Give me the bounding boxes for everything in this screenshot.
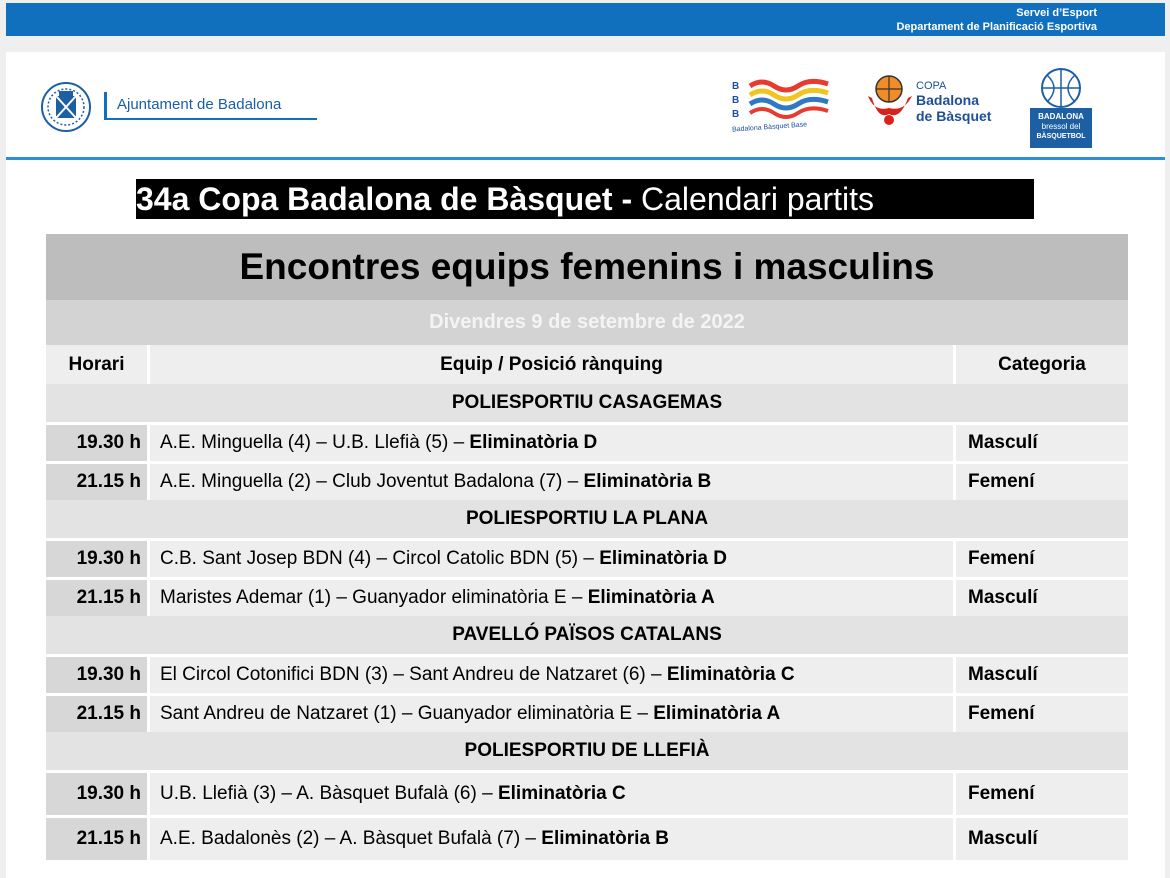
header-divider (6, 157, 1165, 160)
bressol-line2: bressol del (1041, 122, 1081, 131)
match-round: Eliminatòria C (666, 664, 795, 685)
bbb-waves-icon (748, 78, 830, 122)
bbb-letter: B (732, 81, 740, 92)
match-teams-cell (149, 695, 955, 733)
match-category: Femení (955, 695, 1129, 733)
match-category: Masculí (955, 579, 1129, 617)
copa-line1: COPA (916, 80, 947, 92)
table-row (46, 772, 1128, 817)
match-teams-cell (149, 579, 955, 617)
basketball-outline-icon (1033, 66, 1089, 108)
bbb-logo (728, 74, 838, 136)
match-teams-cell (149, 540, 955, 579)
match-category: Femení (955, 772, 1129, 817)
match-round: Eliminatòria D (469, 432, 598, 453)
match-teams-cell (149, 772, 955, 817)
copa-badalona-logo (864, 74, 1004, 136)
header-service: Servei d’Esport (1016, 7, 1097, 19)
match-teams: C.B. Sant Josep BDN (4) – Circol Catolic BDN (5) – (160, 548, 600, 569)
match-time: 21.15 h (46, 579, 149, 617)
bressol-box (1030, 108, 1092, 148)
table-row (46, 695, 1128, 733)
title-regular: Calendari partits (641, 181, 875, 217)
match-time: 21.15 h (46, 817, 149, 861)
table-row (46, 656, 1128, 695)
match-teams: El Circol Cotonifici BDN (3) – Sant Andreu de Natzaret (6) – (160, 664, 667, 685)
match-teams-cell (149, 463, 955, 501)
copa-line3: de Bàsquet (916, 108, 992, 124)
match-category: Masculí (955, 424, 1129, 463)
column-header-teams: Equip / Posició rànquing (149, 345, 955, 384)
schedule-table (46, 234, 1128, 860)
bbb-letter: B (732, 109, 740, 120)
match-teams-cell (149, 656, 955, 695)
header-department: Departament de Planificació Esportiva (896, 21, 1097, 33)
match-teams: Sant Andreu de Natzaret (1) – Guanyador eliminatòria E – (160, 703, 654, 724)
basketball-player-icon (864, 74, 916, 130)
match-round: Eliminatòria B (541, 828, 670, 849)
table-row (46, 424, 1128, 463)
title-bold: 34a Copa Badalona de Bàsquet - (136, 181, 633, 217)
match-teams-cell (149, 817, 955, 861)
document-page (6, 52, 1165, 878)
venue-heading: POLIESPORTIU LA PLANA (46, 500, 1128, 540)
ajuntament-seal-icon (41, 82, 91, 132)
match-time: 21.15 h (46, 695, 149, 733)
match-category: Masculí (955, 817, 1129, 861)
bressol-line1: BADALONA (1038, 112, 1084, 121)
column-header-category: Categoria (955, 345, 1129, 384)
match-category: Masculí (955, 656, 1129, 695)
table-row (46, 817, 1128, 861)
ajuntament-label: Ajuntament de Badalona (104, 92, 317, 120)
match-time: 19.30 h (46, 772, 149, 817)
match-round: Eliminatòria D (599, 548, 727, 569)
match-round: Eliminatòria B (583, 471, 712, 492)
match-time: 19.30 h (46, 540, 149, 579)
page-title (136, 179, 1034, 219)
venue-heading: POLIESPORTIU DE LLEFIÀ (46, 732, 1128, 772)
match-teams: U.B. Llefià (3) – A. Bàsquet Bufalà (6) – (160, 783, 498, 804)
column-header-time: Horari (46, 345, 149, 384)
copa-line2: Badalona (916, 92, 980, 108)
bressol-logo (1030, 66, 1092, 148)
match-teams-cell (149, 424, 955, 463)
venue-heading: POLIESPORTIU CASAGEMAS (46, 384, 1128, 424)
table-row (46, 540, 1128, 579)
match-teams: Maristes Ademar (1) – Guanyador eliminatòria E – (160, 587, 588, 608)
top-banner (6, 3, 1165, 36)
match-teams: A.E. Minguella (2) – Club Joventut Badalona (7) – (160, 471, 584, 492)
bbb-letter: B (732, 95, 740, 106)
venue-heading: PAVELLÓ PAÏSOS CATALANS (46, 616, 1128, 656)
match-time: 21.15 h (46, 463, 149, 501)
table-row (46, 463, 1128, 501)
table-heading: Encontres equips femenins i masculins (46, 234, 1128, 300)
match-teams: A.E. Badalonès (2) – A. Bàsquet Bufalà (7) – (160, 828, 542, 849)
table-date: Divendres 9 de setembre de 2022 (46, 300, 1128, 345)
match-category: Femení (955, 463, 1129, 501)
match-round: Eliminatòria C (497, 783, 626, 804)
match-time: 19.30 h (46, 424, 149, 463)
bressol-line3: BÀSQUETBOL (1036, 133, 1086, 140)
match-round: Eliminatòria A (653, 703, 781, 724)
match-teams: A.E. Minguella (4) – U.B. Llefià (5) – (160, 432, 470, 453)
match-category: Femení (955, 540, 1129, 579)
match-round: Eliminatòria A (587, 587, 715, 608)
match-time: 19.30 h (46, 656, 149, 695)
bbb-caption: Badalona Bàsquet Base (731, 121, 808, 134)
table-row (46, 579, 1128, 617)
